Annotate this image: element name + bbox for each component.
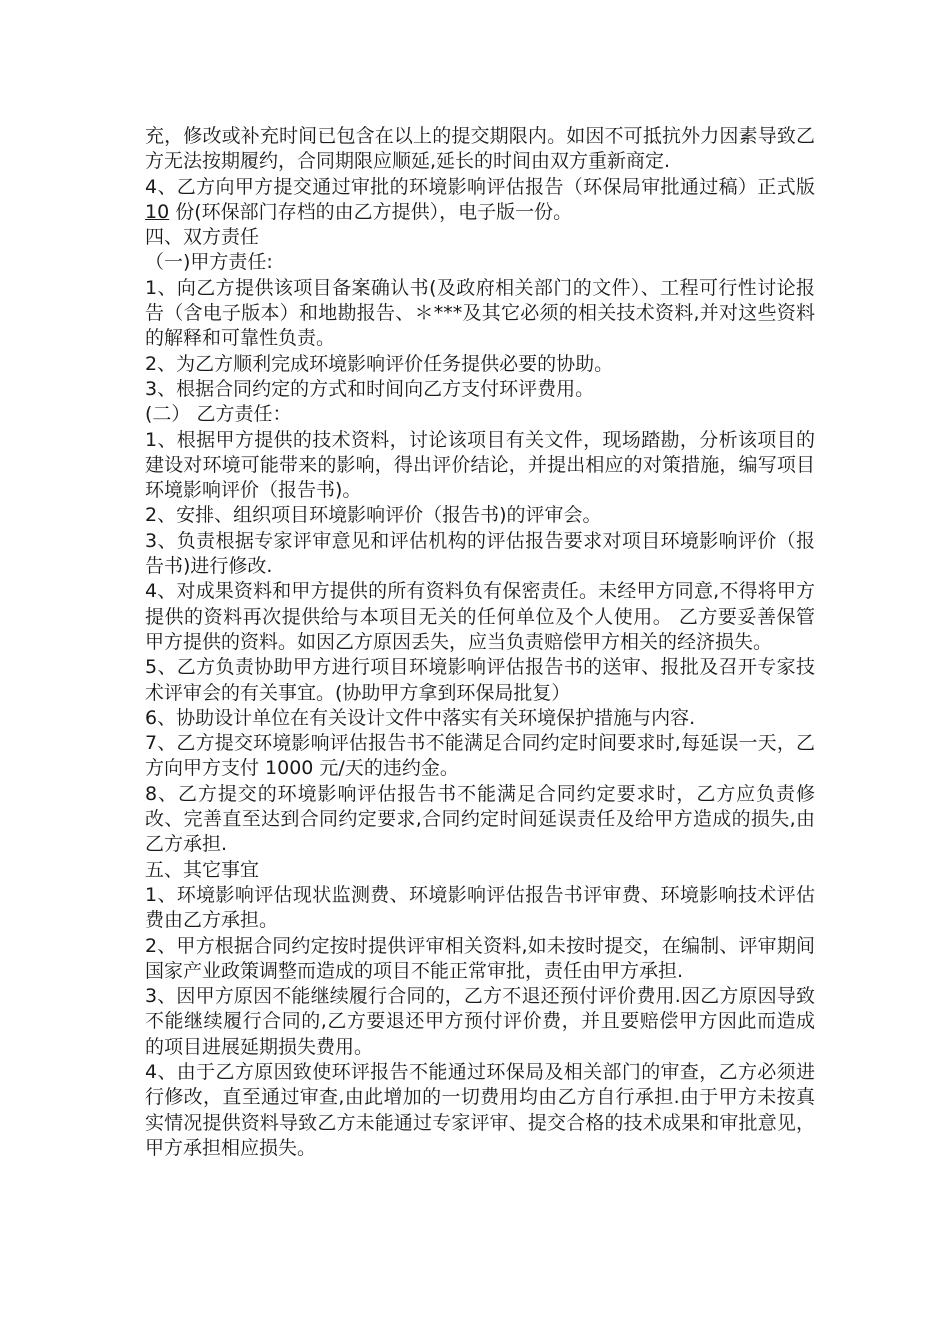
subsection-heading-party-a: （一)甲方责任: <box>145 251 273 274</box>
other-item-2: 2、甲方根据合同约定按时提供评审相关资料,如未按时提交，在编制、评审期间国家产业政策调整而造成的项目不能正常审批，责任由甲方承担. <box>145 934 815 982</box>
party-a-item-3: 3、根据合同约定的方式和时间向乙方支付环评费用。 <box>145 377 595 400</box>
party-b-item-1: 1、根据甲方提供的技术资料，讨论该项目有关文件，现场踏勘，分析该项目的建设对环境可能带来的影响，得出评价结论，并提出相应的对策措施，编写项目环境影响评价（报告书)。 <box>145 428 815 502</box>
party-a-item-2: 2、为乙方顺利完成环境影响评价任务提供必要的协助。 <box>145 352 614 375</box>
party-a-item-1: 1、向乙方提供该项目备案确认书(及政府相关部门的文件）、工程可行性讨论报告（含电子版本）和地勘报告、＊***及其它必须的相关技术资料,并对这些资料的解释和可靠性负责。 <box>145 276 815 350</box>
party-b-item-5: 5、乙方负责协助甲方进行项目环境影响评估报告书的送审、报批及召开专家技术评审会的有关事宜。(协助甲方拿到环保局批复） <box>145 656 815 704</box>
item4-text-after: 份(环保部门存档的由乙方提供），电子版一份。 <box>169 200 573 223</box>
document-body <box>145 124 815 1161</box>
party-b-item-8: 8、乙方提交的环境影响评估报告书不能满足合同约定要求时，乙方应负责修改、完善直至达到合同约定要求,合同约定时间延误责任及给甲方造成的损失,由乙方承担. <box>145 782 815 856</box>
paragraph-continuation: 充，修改或补充时间已包含在以上的提交期限内。如因不可抵抗外力因素导致乙方无法按期履约，合同期限应顺延,延长的时间由双方重新商定. <box>145 125 815 173</box>
item4-copy-count: 10 <box>145 200 170 223</box>
item4-text-before: 4、乙方向甲方提交通过审批的环境影响评估报告（环保局审批通过稿）正式版 <box>145 175 815 198</box>
paragraph-submission-item-4 <box>145 175 815 226</box>
subsection-heading-party-b: (二） 乙方责任： <box>145 403 292 426</box>
other-item-3: 3、因甲方原因不能继续履行合同的，乙方不退还预付评价费用.因乙方原因导致不能继续履行合同的,乙方要退还甲方预付评价费，并且要赔偿甲方因此而造成的项目进展延期损失费用。 <box>145 985 815 1058</box>
section-heading-responsibilities: 四、双方责任 <box>145 226 260 249</box>
other-item-1: 1、环境影响评估现状监测费、环境影响评估报告书评审费、环境影响技术评估费由乙方承担。 <box>145 883 815 932</box>
party-b-item-4: 4、对成果资料和甲方提供的所有资料负有保密责任。未经甲方同意,不得将甲方提供的资料再次提供给与本项目无关的任何单位及个人使用。 乙方要妥善保管甲方提供的资料。如因乙方原因丢失，应当负责赔偿甲方相关的经济损失。 <box>145 580 815 653</box>
party-b-item-2: 2、安排、组织项目环境影响评价（报告书)的评审会。 <box>145 504 602 527</box>
party-b-item-6: 6、协助设计单位在有关设计文件中落实有关环境保护措施与内容. <box>145 706 696 729</box>
party-b-item-7: 7、乙方提交环境影响评估报告书不能满足合同约定时间要求时,每延误一天，乙方向甲方支付 1000 元/天的违约金。 <box>145 732 815 780</box>
other-item-4: 4、由于乙方原因致使环评报告不能通过环保局及相关部门的审查，乙方必须进行修改，直至通过审查,由此增加的一切费用均由乙方自行承担.由于甲方未按真实情况提供资料导致乙方未能通过专家评审、提交合格的技术成果和审批意见，甲方承担相应损失。 <box>145 1060 815 1159</box>
party-b-item-3: 3、负责根据专家评审意见和评估机构的评估报告要求对项目环境影响评价（报告书)进行修改. <box>145 529 815 578</box>
section-heading-other-matters: 五、其它事宜 <box>145 858 260 881</box>
